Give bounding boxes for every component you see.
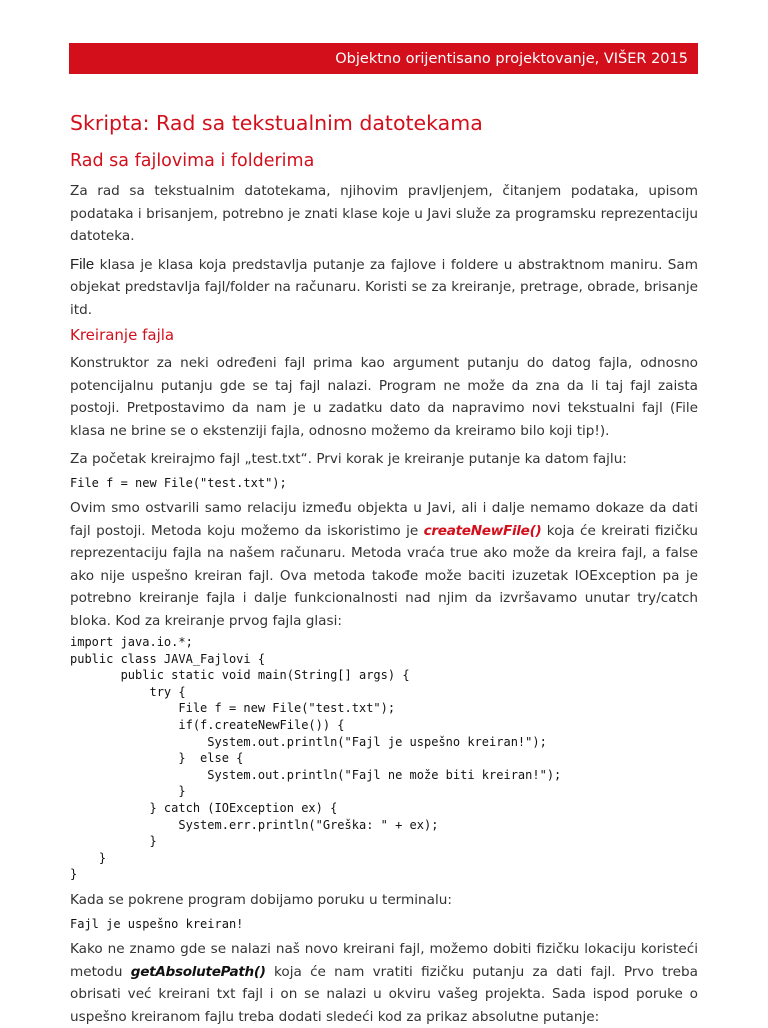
code-line: } — [70, 784, 186, 799]
subsection-heading: Kreiranje fajla — [70, 326, 175, 344]
inline-method: createNewFile() — [423, 522, 542, 539]
code-block — [70, 634, 698, 883]
paragraph-text: Ovim smo ostvarili samo relaciju između objekta u Javi, ali i dalje nemamo dokaze da dati fajl postoji. Metoda koju možemo da iskoristimo je — [70, 500, 698, 539]
paragraph — [70, 938, 698, 1028]
paragraph: Za rad sa tekstualnim datotekama, njihovim pravljenjem, čitanjem podataka, upisom podataka i brisanjem, potrebno je znati klase koje u Javi služe za programsku reprezentaciju datoteka. — [70, 183, 698, 244]
code-line: public static void main(String[] args) { — [70, 668, 410, 683]
document-header — [69, 43, 698, 74]
code-line: File f = new File("test.txt"); — [70, 701, 396, 716]
paragraph: Kada se pokrene program dobijamo poruku u terminalu: — [70, 892, 452, 908]
code-line: } else { — [70, 751, 244, 766]
code-line: } — [70, 850, 107, 865]
page-title: Skripta: Rad sa tekstualnim datotekama — [70, 111, 483, 135]
code-line: } catch (IOException ex) { — [70, 801, 338, 816]
paragraph — [70, 497, 698, 632]
paragraph-text: koja će kreirati fizičku reprezentaciju fajla na našem računaru. Metoda vraća true ako može da kreira fajl, a false ako nije uspešno kreiran fajl. Ova metoda takođe može baciti izuzetak IOException pa je potrebno kreiranje fajla i dalje funkcionalnosti nad njim da izvršavamo unutar try/catch bloka. Kod za kreiranje prvog fajla glasi: — [70, 522, 699, 629]
code-snippet: File f = new File("test.txt"); — [70, 475, 287, 490]
inline-keyword: File — [70, 255, 95, 273]
code-line: try { — [70, 684, 186, 699]
paragraph: Za početak kreirajmo fajl „test.txt“. Prvi korak je kreiranje putanje ka datom fajlu: — [70, 451, 627, 467]
inline-method: getAbsolutePath() — [130, 963, 266, 980]
paragraph — [70, 254, 698, 322]
section-heading: Rad sa fajlovima i folderima — [70, 151, 315, 171]
code-line: if(f.createNewFile()) { — [70, 718, 345, 733]
document-body — [70, 108, 698, 1028]
code-line: } — [70, 867, 78, 882]
paragraph-text: koja će nam vratiti fizičku putanju za dati fajl. Prvo treba obrisati već kreirani txt fajl i on se nalazi u okviru vašeg projekta. Sada ispod poruke o uspešno kreiranom fajlu treba dodati sledeći kod za prikaz absolutne putanje: — [70, 963, 698, 1025]
paragraph-text: Kako ne znamo gde se nalazi naš novo kreirani fajl, možemo dobiti fizičku lokaciju koristeći metodu — [70, 941, 698, 980]
code-line: public class JAVA_Fajlovi { — [70, 651, 266, 666]
header-text: Objektno orijentisano projektovanje, VIŠER 2015 — [335, 50, 688, 67]
code-line: import java.io.*; — [70, 635, 193, 650]
code-line: } — [70, 834, 157, 849]
paragraph: Konstruktor za neki određeni fajl prima kao argument putanju do datog fajla, odnosno potencijalnu putanju gde se taj fajl nalazi. Program ne može da zna da li taj fajl zaista postoji. Pretpostavimo da nam je u zadatku dato da napravimo novi tekstualni fajl (File klasa ne brine se o ekstenziji fajla, odnosno možemo da kreiramo bilo koji tip!). — [70, 355, 698, 439]
code-line: System.out.println("Fajl ne može biti kreiran!"); — [70, 767, 562, 782]
code-line: System.err.println("Greška: " + ex); — [70, 817, 439, 832]
code-line: System.out.println("Fajl je uspešno kreiran!"); — [70, 734, 547, 749]
paragraph-text: klasa je klasa koja predstavlja putanje za fajlove i foldere u abstraktnom maniru. Sam objekat predstavlja fajl/folder na računaru. Koristi se za kreiranje, pretrage, obrade, brisanje itd. — [70, 256, 698, 318]
terminal-output: Fajl je uspešno kreiran! — [70, 916, 244, 931]
